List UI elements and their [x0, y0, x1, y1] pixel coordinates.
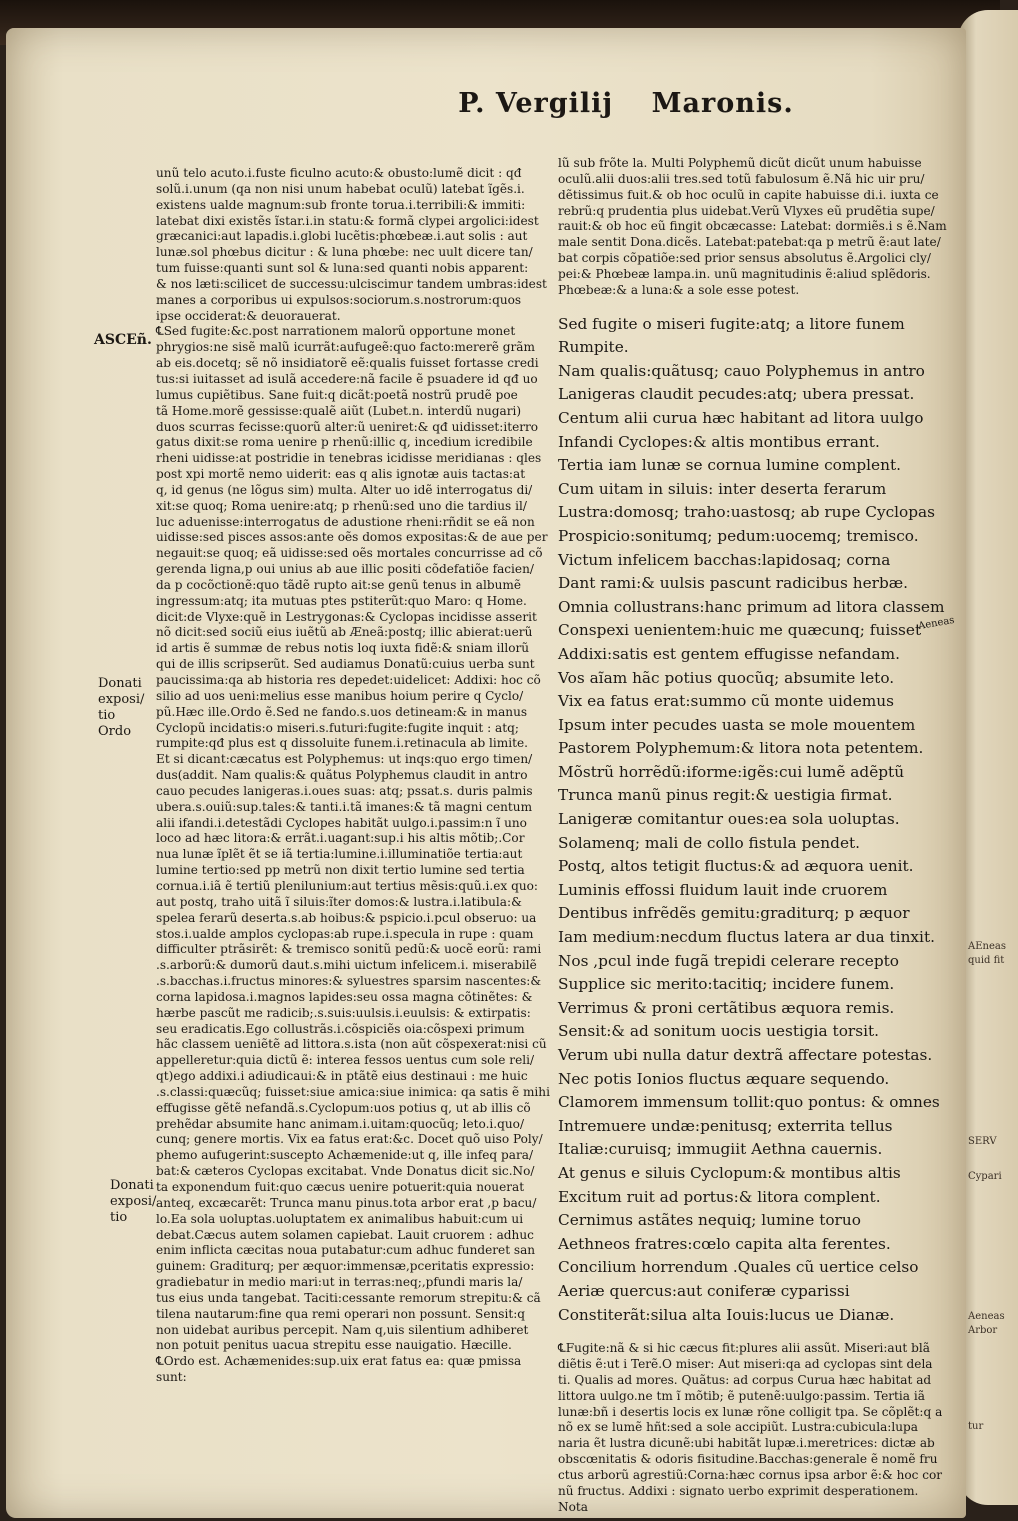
commentary-line: ingressum:atq; ita mutuas ptes pstiterũt:quo Maro: q Home.	[156, 593, 527, 608]
margin-line: Donati	[110, 1178, 154, 1193]
verse-line: Tertia iam lunæ se cornua lumine complent.	[558, 456, 901, 475]
commentary-line: male sentit Dona.dicẽs. Latebat:patebat:qa p metrũ ẽ:aut late/	[558, 235, 941, 250]
commentary-line: loco ad hæc litora:& errãt.i.uagant:sup.i his altis mõtib;.Cor	[156, 831, 525, 846]
verse-text	[558, 313, 963, 1328]
commentary-line: hærbe pascũt me radicib;.s.suis:uulsis.i.euulsis: & extirpatis:	[156, 1005, 531, 1020]
commentary-line: non potuit penitus uacua strepitu esse nauigatio. Hæcille.	[156, 1338, 512, 1353]
commentary-line: gatus dixit:se roma uenire p rhenũ:illic q, incedium icredibile	[156, 435, 533, 450]
commentary-line: ipse occiderat:& deuorauerat.	[156, 308, 341, 323]
commentary-line: da p cocõctionẽ:quo tãdẽ rupto ait:se genũ tenus in albumẽ	[156, 577, 521, 592]
commentary-line: ℄Ordo est. Achæmenides:sup.uix erat fatus ea: quæ pmissa	[156, 1354, 522, 1369]
commentary-line: dus(addit. Nam qualis:& quãtus Polyphemus claudit in antro	[156, 768, 528, 783]
verse-line: Mõstrũ horrẽdũ:iforme:igẽs:cui lumẽ adẽptũ	[558, 762, 905, 781]
verse-line: Sed fugite o miseri fugite:atq; a litore funem	[558, 314, 905, 333]
verse-line: Lustra:domosq; traho:uastosq; ab rupe Cyclopas	[558, 503, 936, 522]
commentary-line: Phœbeæ:& a luna:& a sole esse potest.	[558, 282, 800, 297]
right-column	[558, 156, 963, 1515]
verse-line: Victum infelicem bacchas:lapidosaq; corna	[558, 550, 891, 569]
commentary-line: pũ.Hæc ille.Ordo ẽ.Sed ne fando.s.uos detineam:& in manus	[156, 704, 528, 719]
verse-line: Dentibus infrẽdẽs gemitu:graditurq; p æquor	[558, 904, 910, 923]
commentary-line: ℄Sed fugite:&c.post narrationem malorũ opportune monet	[156, 324, 516, 339]
commentary-line: post xpi mortẽ nemo uiderit: eas q alis ignotæ auis tactas:at	[156, 467, 526, 482]
margin-line: exposi/	[98, 692, 145, 707]
commentary-line: obscœnitatis & odoris fisitudine.Bacchas:generale ẽ nomẽ fru	[558, 1452, 938, 1467]
verse-line: Centum alii curua hæc habitant ad litora uulgo	[558, 408, 924, 427]
commentary-line: lumus cupiẽtibus. Sane fuit:q dicãt:poetã nostrũ prudẽ poe	[156, 387, 518, 402]
commentary-line: q, id genus (ne lõgus sim) multa. Alter uo idẽ interrogatus di/	[156, 482, 533, 497]
margin-note-donati	[98, 676, 144, 740]
commentary-line: lũ sub frõte la. Multi Polyphemũ dicũt dicũt unum habuisse	[558, 156, 922, 170]
commentary-line: diẽtis ẽ:ut i Terẽ.O miser: Aut miseri:qa ad cyclopas sint dela	[558, 1356, 933, 1371]
next-page-note: Cypari	[968, 1171, 1002, 1182]
commentary-line: tus:si iuitasset ad isulã accedere:nã facile ẽ psuadere id qđ uo	[156, 371, 538, 386]
commentary-line: Nota	[558, 1499, 588, 1514]
margin-note-donati-second	[110, 1178, 156, 1226]
commentary-line: Et si dicant:cæcatus est Polyphemus: ut inqs:quo ergo timen/	[156, 752, 533, 767]
commentary-line: anteq, excæcarẽt: Trunca manu pinus.tota arbor erat ,p bacu/	[156, 1195, 537, 1210]
commentary-line: nua lunæ ĩplẽt ẽt se iã tertia:lumine.i.illuminatiõe tertia:aut	[156, 847, 523, 862]
commentary-line: negauit:se quoq; eã uidisse:sed oẽs mortales concurrisse ad cõ	[156, 546, 543, 561]
commentary-line: manes a corporibus ui expulsos:sociorum.s.nostrorum:quos	[156, 292, 522, 307]
commentary-line: aut postq, traho uitã ĩ siluis:ĩter domos:& lustra.i.latibula:&	[156, 894, 522, 909]
margin-line: tio	[110, 1210, 128, 1225]
verse-line: Cernimus astãtes nequiq; lumine toruo	[558, 1211, 861, 1230]
verse-line: Concilium horrendum .Quales cũ uertice celso	[558, 1258, 919, 1277]
commentary-line: qui de illis scripserũt. Sed audiamus Donatũ:cuius uerba sunt	[156, 657, 535, 672]
verse-line: Prospicio:sonitumq; pedum:uocemq; tremisco.	[558, 526, 919, 545]
commentary-line: lo.Ea sola uoluptas.uoluptatem ex animalibus habuit:cum ui	[156, 1211, 524, 1226]
commentary-line: enim inflicta cæcitas noua putabatur:cum adhuc funderet san	[156, 1243, 536, 1258]
verse-line: Italiæ:curuisq; immugiit Aethna cauernis.	[558, 1140, 883, 1159]
verse-line: Luminis effossi fluidum lauit inde cruorem	[558, 880, 888, 899]
verse-line: Vix ea fatus erat:summo cũ monte uidemus	[558, 692, 894, 711]
commentary-line: unũ telo acuto.i.fuste ficulno acuto:& obusto:lumẽ dicit : qđ	[156, 166, 522, 180]
verse-line: Aethneos fratres:cœlo capita alta ferentes.	[558, 1234, 891, 1253]
commentary-line: ti. Qualis ad mores. Quãtus: ad corpus Curua hæc habitat ad	[558, 1372, 932, 1387]
commentary-line: tilena nautarum:fine qua remi operari non possunt. Sensit:q	[156, 1306, 526, 1321]
margin-line: Donati	[98, 676, 142, 691]
commentary-line: .s.arborũ:& dumorũ daut.s.mihi uictum infelicem.i. miserabilẽ	[156, 958, 537, 973]
commentary-line: solũ.i.unum (qa non nisi unum habebat oculũ) latebat ĩgẽs.i.	[156, 181, 525, 196]
commentary-line: phemo aufugerint:suscepto Achæmenide:ut q, ille infeq para/	[156, 1148, 534, 1163]
commentary-line: pei:& Phœbeæ lampa.in. unũ magnitudinis ẽ:aliud splẽdoris.	[558, 266, 931, 281]
next-page-note: quid fit	[968, 955, 1005, 966]
commentary-line: phrygios:ne sisẽ malũ icurrãt:aufugeẽ:quo facto:mererẽ grãm	[156, 340, 535, 355]
verse-line: Solamenq; mali de collo fistula pendet.	[558, 833, 861, 852]
verse-line: Aeriæ quercus:aut coniferæ cyparissi	[558, 1281, 850, 1300]
commentary-line: xit:se quoq; Roma uenire:atq; p rhenũ:sed uno die tardius il/	[156, 498, 527, 513]
commentary-line: rebrũ:q prudentia plus uidebat.Verũ Vlyxes eũ prudẽtia supe/	[558, 203, 935, 218]
commentary-line: dẽtissimus fuit.& ob hoc oculũ in capite habuisse di.i. iuxta ce	[558, 187, 939, 202]
verse-line: Constiterãt:silua alta Iouis:lucus ue Dianæ.	[558, 1305, 895, 1324]
verse-line: Nos ,pcul inde fugã trepidi celerare recepto	[558, 951, 899, 970]
commentary-line: & nos læti:scilicet de successu:ulciscimur tandem umbras:idest	[156, 276, 547, 291]
verse-line: Clamorem immensum tollit:quo pontus: & omnes	[558, 1093, 940, 1112]
verse-line: Vos aĩam hãc potius quocũq; absumite leto.	[558, 668, 895, 687]
commentary-line: stos.i.ualde amplos cyclopas:ab rupe.i.specula in rupe : quam	[156, 926, 534, 941]
next-page-note: SERV	[968, 1136, 997, 1147]
commentary-line: ubera.s.ouiũ:sup.tales:& tanti.i.tã imanes:& tã magni centum	[156, 799, 533, 814]
verse-line: Addixi:satis est gentem effugisse nefandam.	[558, 644, 900, 663]
facing-page-edge	[958, 10, 1018, 1505]
verse-line: Intremuere undæ:penitusq; exterrita tellus	[558, 1116, 893, 1135]
commentary-line: tum fuisse:quanti sunt sol & luna:sed quanti nobis apparent:	[156, 261, 529, 276]
commentary-line: tus eius unda tangebat. Taciti:cessante remorum strepitu:& cã	[156, 1290, 541, 1305]
commentary-line: gradiebatur in medio mari:ut in terras:neq;,pfundi maris la/	[156, 1275, 523, 1290]
commentary-line: græcanici:aut lapadis.i.globi lucẽtis:phœbeæ.i.aut solis : aut	[156, 229, 528, 244]
verse-line: Infandi Cyclopes:& altis montibus errant.	[558, 432, 880, 451]
commentary-line: hãc classem ueniẽtẽ ad littora.s.ista (non aũt cõspexerat:nisi cũ	[156, 1037, 547, 1052]
verse-line: Trunca manũ pinus regit:& uestigia firmat.	[558, 786, 893, 805]
verse-line: Excitum ruit ad portus:& litora complent.	[558, 1187, 881, 1206]
commentary-left-column	[156, 166, 550, 1386]
commentary-line: lunæ.sol phœbus dicitur : & luna phœbe: nec uult dicere tan/	[156, 245, 533, 260]
margin-line: exposi/	[110, 1194, 157, 1209]
verse-line: Lanigeras claudit pecudes:atq; ubera pressat.	[558, 385, 915, 404]
verse-line: Lanigeræ comitantur oues:ea sola uoluptas.	[558, 810, 900, 829]
commentary-line: nũ fructus. Addixi : signato uerbo exprimit desperationem.	[558, 1483, 919, 1498]
commentary-line: alii ifandi.i.detestãdi Cyclopes habitãt uulgo.i.passim:n ĩ uno	[156, 815, 527, 830]
next-page-note: AEneas	[968, 941, 1006, 952]
verse-line: Rumpite.	[558, 338, 629, 357]
commentary-line: ℄Fugite:nã & si hic cæcus fit:plures alii assũt. Miseri:aut blã	[558, 1341, 930, 1356]
commentary-line: seu eradicatis.Ego collustrãs.i.cõspiciẽs oia:cõspexi primum	[156, 1021, 525, 1036]
margin-line: tio	[98, 708, 116, 723]
commentary-line: gerenda ligna,p oui unius ab aue illic positi cõdefatiõe facien/	[156, 562, 534, 577]
commentary-line: naria ẽt lustra dicunẽ:ubi habitãt lupæ.i.meretrices: dictæ ab	[558, 1436, 935, 1451]
header-author: P. Vergilij	[458, 88, 614, 119]
commentary-line: qt)ego addixi.i adiudicaui:& in ptãtẽ eius destinaui : me huic	[156, 1069, 528, 1084]
commentary-line: littora uulgo.ne tm ĩ mõtib; ẽ putenẽ:uulgo:passim. Tertia iã	[558, 1388, 925, 1403]
verse-line: Nec potis Ionios fluctus æquare sequendo.	[558, 1069, 890, 1088]
commentary-line: Cyclopũ incidatis:o miseri.s.futuri:fugite:fugite inquit : atq;	[156, 720, 519, 735]
verse-line: Postq, altos tetigit fluctus:& ad æquora uenit.	[558, 857, 914, 876]
commentary-line: ab eis.docetq; sẽ nõ insidiatorẽ eẽ:qualis fuisset fortasse credi	[156, 356, 539, 371]
verse-line: Verum ubi nulla datur dextrã affectare potestas.	[558, 1046, 933, 1064]
next-page-note: tur	[968, 1421, 984, 1432]
commentary-line: silio ad uos ueni:melius esse manibus hoium perire q Cyclo/	[156, 688, 524, 703]
verse-line: Conspexi uenientem:huic me quæcunq; fuisset	[558, 621, 922, 640]
commentary-line: lumine tertio:sed pp metrũ non dixit tertio lumine sed tertia	[156, 863, 525, 878]
margin-note-ascen: ASCEñ.	[94, 332, 152, 348]
commentary-line: id artis ẽ summæ de rebus notis loq iuxta fidẽ:& sniam illorũ	[156, 641, 530, 656]
verse-line: At genus e siluis Cyclopum:& montibus altis	[558, 1163, 901, 1182]
commentary-line: nõ ex se lumẽ hñt:sed a sole accipiũt. Lustra:cubicula:lupa	[558, 1420, 918, 1435]
verse-line: Iam medium:necdum fluctus latera ar dua tinxit.	[558, 928, 935, 947]
commentary-line: effugisse gẽtẽ nefandã.s.Cyclopum:uos potius q, ut ab illis cõ	[156, 1100, 531, 1115]
commentary-line: paucissima:qa ab historia res depedet:uidelicet: Addixi: hoc cõ	[156, 673, 541, 687]
commentary-bottom	[558, 1341, 963, 1515]
commentary-line: luc aduenisse:interrogatus de adustione rheni:rñdit se eã non	[156, 514, 535, 529]
commentary-line: corna lapidosa.i.magnos lapides:seu ossa magna cõtinẽtes: &	[156, 989, 533, 1004]
margin-note-aeneas: Aeneas	[917, 614, 956, 633]
verse-line: Dant rami:& uulsis pascunt radicibus herbæ.	[558, 574, 908, 593]
commentary-line: guinem: Graditurq; per æquor:immensæ,pceritatis expressio:	[156, 1259, 535, 1274]
commentary-line: tã Home.morẽ gessisse:qualẽ aiũt (Lubet.n. interdũ nugari)	[156, 403, 522, 418]
verse-line: Ipsum inter pecudes uasta se mole mouentem	[558, 715, 916, 734]
verse-line: Nam qualis:quãtusq; cauo Polyphemus in antro	[558, 361, 925, 380]
commentary-line: uidisse:sed pisces assos:ante oẽs domos expositas:& de aue per	[156, 530, 548, 545]
commentary-line: rumpite:qđ plus est q dissoluite funem.i.retinacula ab limite.	[156, 736, 528, 751]
commentary-line: appelleretur:quia dictũ ẽ: interea fessos uentus cum sole reli/	[156, 1053, 535, 1068]
commentary-line: ctus arborũ agrestiũ:Corna:hæc cornus ipsa arbor ẽ:& hoc cor	[558, 1467, 943, 1482]
commentary-line: non uidebat auribus percepit. Nam q,uis silentium adhiberet	[156, 1322, 529, 1337]
commentary-line: lunæ:bñ i desertis locis ex lunæ rõne colligit tpa. Se cõplẽt:q a	[558, 1404, 943, 1419]
commentary-line: nõ dicit:sed sociũ eius iuẽtũ ab Æneã:postq; illic abierat:uerũ	[156, 625, 533, 640]
margin-line: Ordo	[98, 724, 132, 739]
commentary-line: rauit:& ob hoc eũ fingit obcæcasse: Latebat: dormiẽs.i s ẽ.Nam	[558, 219, 947, 234]
commentary-line: existens ualde magnum:sub fronte torua.i.terribili:& immiti:	[156, 197, 526, 212]
commentary-line: sunt:	[156, 1370, 187, 1385]
commentary-top	[558, 156, 963, 299]
next-page-note: Aeneas	[968, 1311, 1005, 1322]
commentary-line: cunq; genere mortis. Vix ea fatus erat:&c. Docet quõ uiso Poly/	[156, 1132, 543, 1147]
commentary-line: .s.classi:quæcũq; fuisset:siue amica:siue inimica: qa satis ẽ mihi	[156, 1084, 550, 1099]
verse-line: Verrimus & proni certãtibus æquora remis.	[558, 998, 895, 1017]
commentary-line: oculũ.alii duos:alii tres.sed totũ fabulosum ẽ.Nã hic uir pru/	[558, 171, 925, 186]
commentary-lines	[156, 166, 550, 1386]
next-page-note: Arbor	[968, 1325, 998, 1336]
verse-line: Sensit:& ad sonitum uocis uestigia torsit.	[558, 1022, 879, 1041]
commentary-line: spelea ferarũ deserta.s.ab hoibus:& pspicio.i.pcul obseruo: ua	[156, 910, 537, 925]
commentary-line: prehẽdar absumite hanc animam.i.uitam:quocũq; leto.i.quo/	[156, 1116, 525, 1131]
book-page	[6, 28, 966, 1518]
commentary-line: ta exponendum fuit:quo cæcus uenire potuerit:quia nouerat	[156, 1180, 525, 1194]
commentary-line: rheni uidisse:at postridie in tenebras icidisse meridianas : qles	[156, 451, 542, 466]
verse-line: Cum uitam in siluis: inter deserta ferarum	[558, 479, 887, 498]
commentary-line: .s.bacchas.i.fructus minores:& syluestres sparsim nascentes:&	[156, 974, 542, 989]
commentary-line: latebat dixi existẽs ĩstar.i.in statu:& formã clypei argolici:idest	[156, 213, 539, 228]
commentary-line: cornua.i.iã ẽ tertiũ plenilunium:aut tertius mẽsis:quũ.i.ex quo:	[156, 878, 538, 893]
commentary-line: dicit:de Vlyxe:quẽ in Lestrygonas:& Cyclopas incidisse asserit	[156, 609, 537, 624]
commentary-line: bat corpis cõpatiõe:sed prior sensus absolutus ẽ.Argolici cly/	[558, 251, 931, 266]
commentary-line: bat:& cæteros Cyclopas excitabat. Vnde Donatus dicit sic.No/	[156, 1164, 535, 1179]
commentary-line: debat.Cæcus autem solamen capiebat. Lauit cruorem : adhuc	[156, 1227, 534, 1242]
commentary-line: cauo pecudes lanigeras.i.oues suas: atq; pssat.s. duris palmis	[156, 783, 533, 798]
verse-line: Omnia collustrans:hanc primum ad litora classem	[558, 597, 945, 616]
verse-line: Pastorem Polyphemum:& litora nota petentem.	[558, 739, 924, 758]
running-header	[426, 88, 826, 119]
commentary-line: duos scurras fecisse:quorũ alter:ũ ueniret:& qđ uidisset:iterro	[156, 419, 539, 434]
commentary-line: difficulter ptrãsirẽt: & tremisco sonitũ pedũ:& uocẽ eorũ: rami	[156, 942, 542, 957]
verse-line: Supplice sic merito:tacitiq; incidere funem.	[558, 975, 895, 994]
header-name: Maronis.	[651, 88, 794, 119]
